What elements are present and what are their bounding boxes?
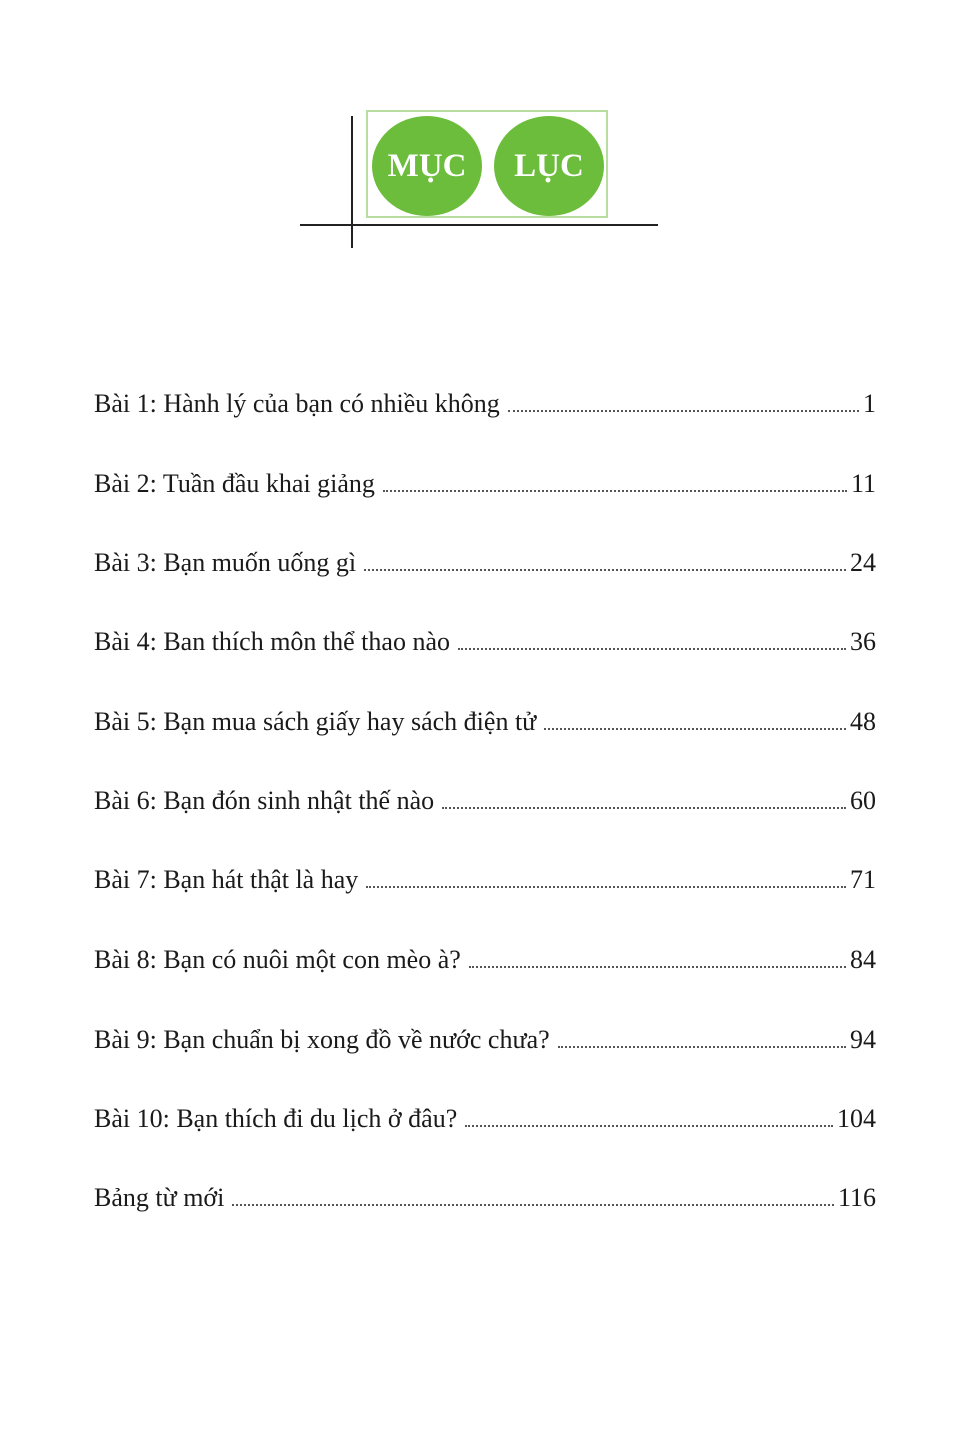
toc-entry-page: 84	[850, 945, 876, 974]
toc-entry-title: Bài 2: Tuần đầu khai giảng	[94, 469, 375, 498]
toc-entry	[94, 940, 876, 980]
toc-entry-title: Bài 6: Bạn đón sinh nhật thế nào	[94, 786, 435, 815]
toc-entry-page: 24	[850, 548, 876, 577]
toc-entry-title: Bài 5: Bạn mua sách giấy hay sách điện tử	[94, 707, 537, 736]
toc-entry-page: 48	[850, 707, 876, 736]
toc-entry-title: Bài 3: Bạn muốn uống gì	[94, 548, 357, 577]
toc-dot-leader	[508, 410, 859, 412]
toc-entry-title: Bài 8: Bạn có nuôi một con mèo à?	[94, 945, 461, 974]
toc-entry	[94, 622, 876, 662]
toc-entry-page: 1	[863, 389, 876, 418]
toc-entry-title: Bài 7: Bạn hát thật là hay	[94, 865, 359, 894]
toc-dot-leader	[232, 1204, 834, 1206]
heading-word-luc: LỤC	[514, 147, 584, 184]
heading-horizontal-rule	[300, 224, 658, 226]
heading-word-muc: MỤC	[387, 147, 467, 184]
toc-dot-leader	[364, 569, 846, 571]
heading-vertical-rule	[351, 116, 353, 248]
toc-entry-title: Bảng từ mới	[94, 1183, 225, 1212]
toc-entry	[94, 1020, 876, 1060]
toc-entry-title: Bài 1: Hành lý của bạn có nhiều không	[94, 389, 500, 418]
toc-entry-page: 36	[850, 627, 876, 656]
toc-entry	[94, 781, 876, 821]
toc-entry-page: 60	[850, 786, 876, 815]
toc-dot-leader	[469, 966, 846, 968]
toc-entry	[94, 543, 876, 583]
toc-entry	[94, 1178, 876, 1218]
toc-entry	[94, 384, 876, 424]
toc-entry	[94, 702, 876, 742]
heading-circle-left	[372, 116, 482, 216]
toc-entry-page: 104	[837, 1104, 876, 1133]
toc-dot-leader	[458, 648, 846, 650]
toc-entry	[94, 1099, 876, 1139]
toc-entry-page: 71	[850, 865, 876, 894]
toc-entry	[94, 464, 876, 504]
toc-dot-leader	[544, 728, 846, 730]
toc-dot-leader	[383, 490, 847, 492]
toc-entry	[94, 860, 876, 900]
toc-entry-title: Bài 4: Ban thích môn thể thao nào	[94, 627, 450, 656]
toc-entry-title: Bài 9: Bạn chuẩn bị xong đồ về nước chưa?	[94, 1025, 550, 1054]
toc-entry-page: 116	[837, 1183, 876, 1212]
toc-entry-title: Bài 10: Bạn thích đi du lịch ở đâu?	[94, 1104, 458, 1133]
heading-circle-right	[494, 116, 604, 216]
toc-entry-page: 94	[850, 1025, 876, 1054]
toc-dot-leader	[366, 886, 846, 888]
toc-dot-leader	[465, 1125, 833, 1127]
toc-dot-leader	[442, 807, 846, 809]
toc-entry-page: 11	[850, 469, 876, 498]
toc-dot-leader	[558, 1046, 846, 1048]
